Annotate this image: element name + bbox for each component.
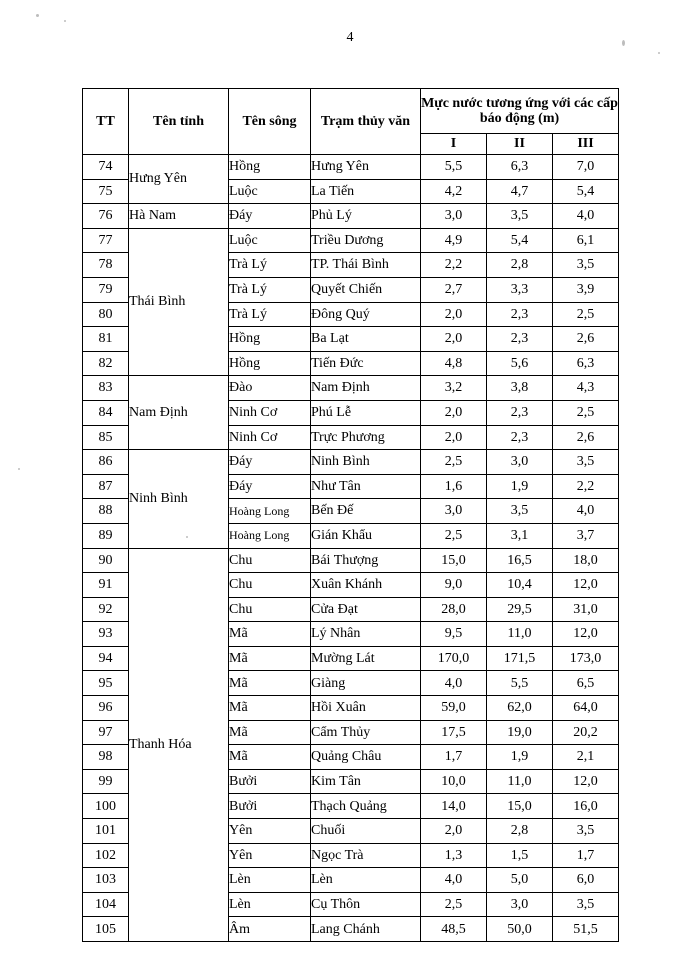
cell-level-3: 7,0 [553,155,619,180]
cell-level-2: 2,8 [487,253,553,278]
cell-river: Yên [229,843,311,868]
cell-level-1: 2,0 [421,425,487,450]
cell-level-2: 3,5 [487,499,553,524]
cell-river: Chu [229,548,311,573]
cell-river: Bưởi [229,794,311,819]
cell-river: Ninh Cơ [229,425,311,450]
cell-level-3: 2,2 [553,474,619,499]
cell-river: Luộc [229,228,311,253]
cell-river: Đáy [229,204,311,229]
cell-level-1: 170,0 [421,646,487,671]
cell-station: Thạch Quảng [311,794,421,819]
cell-tt: 104 [83,892,129,917]
cell-level-3: 3,7 [553,523,619,548]
cell-level-3: 12,0 [553,573,619,598]
table-row [83,228,619,253]
cell-level-2: 19,0 [487,720,553,745]
cell-tt: 81 [83,327,129,352]
cell-level-2: 1,9 [487,474,553,499]
cell-level-1: 2,0 [421,327,487,352]
cell-level-1: 17,5 [421,720,487,745]
cell-tt: 77 [83,228,129,253]
table-body [83,155,619,942]
cell-tt: 76 [83,204,129,229]
cell-level-2: 5,5 [487,671,553,696]
table-header [83,89,619,155]
cell-level-3: 31,0 [553,597,619,622]
cell-level-1: 2,5 [421,892,487,917]
cell-level-2: 11,0 [487,622,553,647]
cell-level-1: 1,3 [421,843,487,868]
cell-level-2: 29,5 [487,597,553,622]
cell-level-1: 2,2 [421,253,487,278]
cell-station: TP. Thái Bình [311,253,421,278]
cell-tt: 95 [83,671,129,696]
column-header-province: Tên tỉnh [129,89,229,155]
cell-level-2: 62,0 [487,696,553,721]
cell-tt: 90 [83,548,129,573]
cell-station: Giàng [311,671,421,696]
cell-level-1: 2,0 [421,302,487,327]
cell-tt: 78 [83,253,129,278]
table-row [83,204,619,229]
cell-station: Ninh Bình [311,450,421,475]
cell-level-1: 10,0 [421,769,487,794]
cell-station: Lý Nhân [311,622,421,647]
cell-tt: 74 [83,155,129,180]
cell-province: Thanh Hóa [129,548,229,942]
cell-level-3: 20,2 [553,720,619,745]
cell-level-1: 48,5 [421,917,487,942]
cell-level-3: 12,0 [553,622,619,647]
cell-station: Quyết Chiến [311,277,421,302]
cell-level-3: 3,5 [553,253,619,278]
cell-tt: 99 [83,769,129,794]
cell-level-2: 5,4 [487,228,553,253]
cell-level-3: 16,0 [553,794,619,819]
cell-level-1: 4,8 [421,351,487,376]
cell-station: Cẩm Thủy [311,720,421,745]
cell-station: Cụ Thôn [311,892,421,917]
cell-level-2: 6,3 [487,155,553,180]
cell-level-1: 59,0 [421,696,487,721]
cell-level-1: 15,0 [421,548,487,573]
cell-level-2: 1,9 [487,745,553,770]
column-header-river: Tên sông [229,89,311,155]
cell-level-1: 2,7 [421,277,487,302]
cell-tt: 79 [83,277,129,302]
cell-tt: 87 [83,474,129,499]
cell-level-1: 2,5 [421,523,487,548]
cell-tt: 88 [83,499,129,524]
cell-level-2: 50,0 [487,917,553,942]
cell-station: Hồi Xuân [311,696,421,721]
cell-level-1: 14,0 [421,794,487,819]
cell-level-3: 6,0 [553,868,619,893]
table-row [83,376,619,401]
water-level-table-wrapper [82,88,618,942]
cell-level-2: 2,3 [487,302,553,327]
column-header-level-1: I [421,134,487,155]
cell-tt: 86 [83,450,129,475]
cell-level-1: 3,0 [421,204,487,229]
cell-river: Chu [229,597,311,622]
cell-level-3: 4,3 [553,376,619,401]
cell-station: Phủ Lý [311,204,421,229]
cell-river: Yên [229,819,311,844]
cell-level-3: 2,6 [553,425,619,450]
cell-level-3: 6,3 [553,351,619,376]
cell-station: Lang Chánh [311,917,421,942]
cell-river: Hồng [229,327,311,352]
cell-level-3: 51,5 [553,917,619,942]
cell-province: Hưng Yên [129,155,229,204]
cell-tt: 92 [83,597,129,622]
cell-station: Cửa Đạt [311,597,421,622]
cell-station: Tiến Đức [311,351,421,376]
cell-river: Đào [229,376,311,401]
cell-river: Đáy [229,474,311,499]
cell-level-2: 3,0 [487,892,553,917]
cell-river: Chu [229,573,311,598]
column-header-level-3: III [553,134,619,155]
cell-river: Mã [229,646,311,671]
cell-level-1: 4,2 [421,179,487,204]
cell-station: Xuân Khánh [311,573,421,598]
cell-level-1: 5,5 [421,155,487,180]
cell-station: Ba Lạt [311,327,421,352]
cell-tt: 98 [83,745,129,770]
cell-level-3: 2,1 [553,745,619,770]
cell-level-2: 10,4 [487,573,553,598]
cell-level-1: 4,9 [421,228,487,253]
cell-tt: 89 [83,523,129,548]
cell-river: Mã [229,745,311,770]
cell-level-1: 3,0 [421,499,487,524]
cell-tt: 101 [83,819,129,844]
cell-river: Trà Lý [229,277,311,302]
scan-speck [36,14,39,17]
cell-station: Ngọc Trà [311,843,421,868]
cell-level-3: 12,0 [553,769,619,794]
cell-tt: 83 [83,376,129,401]
cell-river: Trà Lý [229,302,311,327]
cell-station: Gián Khẩu [311,523,421,548]
cell-station: Chuối [311,819,421,844]
cell-level-1: 9,5 [421,622,487,647]
cell-province: Hà Nam [129,204,229,229]
cell-station: Đông Quý [311,302,421,327]
column-header-levels-group: Mực nước tương ứng với các cấp báo động (m) [421,89,619,134]
cell-river: Lèn [229,892,311,917]
cell-tt: 96 [83,696,129,721]
cell-level-1: 28,0 [421,597,487,622]
cell-level-2: 15,0 [487,794,553,819]
cell-level-1: 1,7 [421,745,487,770]
cell-level-1: 9,0 [421,573,487,598]
cell-level-2: 2,3 [487,400,553,425]
water-level-table [82,88,619,942]
column-header-level-2: II [487,134,553,155]
table-row [83,155,619,180]
cell-station: Hưng Yên [311,155,421,180]
cell-level-3: 173,0 [553,646,619,671]
cell-station: Nam Định [311,376,421,401]
cell-level-3: 18,0 [553,548,619,573]
cell-level-3: 4,0 [553,499,619,524]
cell-station: Trực Phương [311,425,421,450]
cell-tt: 105 [83,917,129,942]
cell-river: Bưởi [229,769,311,794]
cell-level-2: 5,0 [487,868,553,893]
cell-station: Bái Thượng [311,548,421,573]
cell-river: Lèn [229,868,311,893]
scan-speck [64,20,66,22]
cell-tt: 91 [83,573,129,598]
cell-level-3: 2,5 [553,302,619,327]
cell-river: Trà Lý [229,253,311,278]
cell-level-3: 64,0 [553,696,619,721]
cell-level-2: 2,8 [487,819,553,844]
cell-level-3: 6,1 [553,228,619,253]
cell-river: Ninh Cơ [229,400,311,425]
scan-speck [658,52,660,54]
cell-level-1: 2,0 [421,400,487,425]
cell-station: Mường Lát [311,646,421,671]
table-row [83,548,619,573]
page-number: 4 [346,30,354,45]
cell-level-2: 2,3 [487,425,553,450]
cell-level-2: 2,3 [487,327,553,352]
cell-river: Hồng [229,155,311,180]
cell-level-2: 16,5 [487,548,553,573]
scan-speck [18,468,20,470]
cell-level-1: 2,5 [421,450,487,475]
cell-level-3: 5,4 [553,179,619,204]
cell-river: Hoàng Long [229,523,311,548]
cell-level-2: 3,0 [487,450,553,475]
cell-tt: 75 [83,179,129,204]
cell-tt: 103 [83,868,129,893]
column-header-tt: TT [83,89,129,155]
cell-station: Triều Dương [311,228,421,253]
cell-level-2: 5,6 [487,351,553,376]
cell-station: La Tiến [311,179,421,204]
cell-river: Hồng [229,351,311,376]
cell-river: Đáy [229,450,311,475]
cell-level-1: 2,0 [421,819,487,844]
cell-tt: 80 [83,302,129,327]
cell-river: Mã [229,720,311,745]
table-header-row-primary [83,89,619,134]
cell-level-1: 4,0 [421,868,487,893]
cell-tt: 100 [83,794,129,819]
cell-tt: 102 [83,843,129,868]
cell-level-1: 3,2 [421,376,487,401]
cell-level-2: 1,5 [487,843,553,868]
cell-level-3: 1,7 [553,843,619,868]
cell-level-2: 11,0 [487,769,553,794]
cell-river: Mã [229,696,311,721]
cell-level-3: 4,0 [553,204,619,229]
cell-level-1: 4,0 [421,671,487,696]
cell-river: Hoàng Long [229,499,311,524]
cell-level-3: 3,5 [553,892,619,917]
cell-level-3: 3,5 [553,819,619,844]
cell-tt: 97 [83,720,129,745]
cell-river: Luộc [229,179,311,204]
cell-tt: 82 [83,351,129,376]
cell-level-2: 3,5 [487,204,553,229]
table-row [83,450,619,475]
cell-tt: 85 [83,425,129,450]
cell-level-3: 2,5 [553,400,619,425]
cell-station: Lèn [311,868,421,893]
cell-level-1: 1,6 [421,474,487,499]
cell-level-3: 3,5 [553,450,619,475]
cell-level-3: 2,6 [553,327,619,352]
cell-tt: 93 [83,622,129,647]
cell-station: Quảng Châu [311,745,421,770]
column-header-station: Trạm thủy văn [311,89,421,155]
cell-station: Phú Lễ [311,400,421,425]
cell-station: Như Tân [311,474,421,499]
cell-station: Kim Tân [311,769,421,794]
cell-tt: 84 [83,400,129,425]
cell-level-2: 171,5 [487,646,553,671]
cell-station: Bến Đế [311,499,421,524]
cell-level-2: 3,1 [487,523,553,548]
cell-river: Mã [229,622,311,647]
cell-province: Thái Bình [129,228,229,376]
cell-tt: 94 [83,646,129,671]
cell-level-2: 4,7 [487,179,553,204]
cell-river: Âm [229,917,311,942]
cell-province: Ninh Bình [129,450,229,548]
cell-level-3: 6,5 [553,671,619,696]
cell-level-2: 3,3 [487,277,553,302]
cell-province: Nam Định [129,376,229,450]
cell-river: Mã [229,671,311,696]
cell-level-2: 3,8 [487,376,553,401]
cell-level-3: 3,9 [553,277,619,302]
